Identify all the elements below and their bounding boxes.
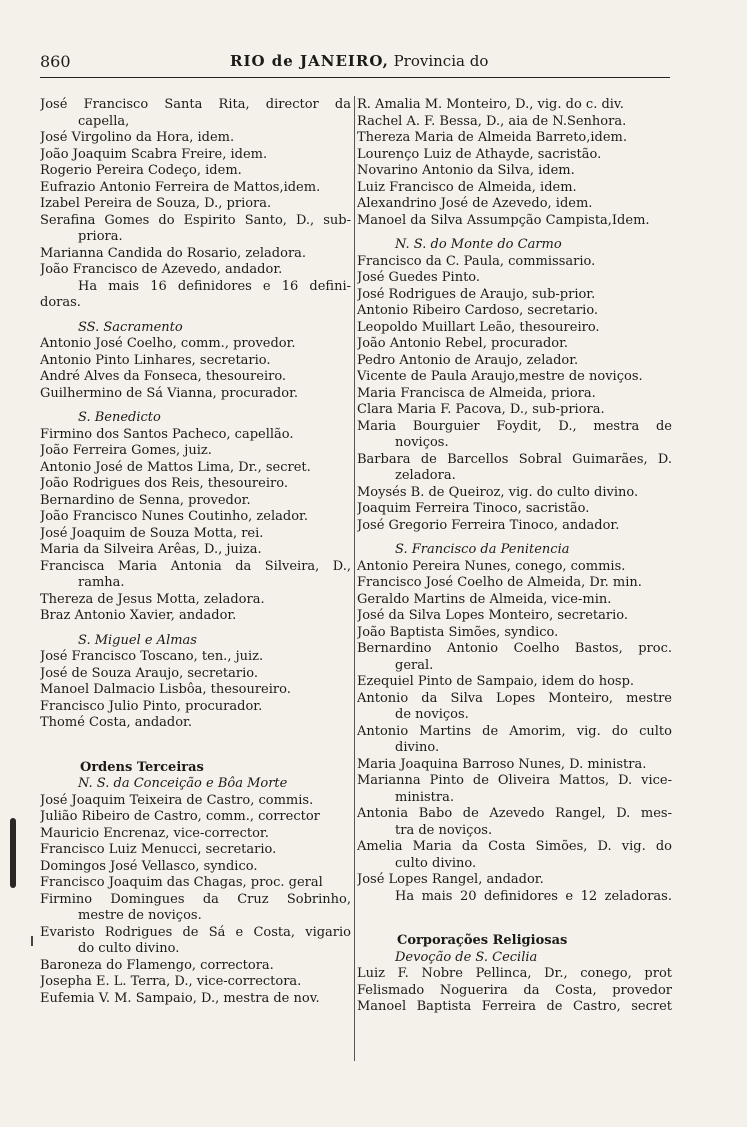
entry-line: Novarino Antonio da Silva, idem. (357, 163, 575, 178)
left-column (40, 97, 351, 1007)
running-title-rest: Provincia do (393, 52, 489, 70)
entry-line: Antonio Martins de Amorim, vig. do culto (357, 723, 672, 739)
entry-line: Clara Maria F. Pacova, D., sub-priora. (357, 402, 605, 417)
entry-line: Thomé Costa, andador. (40, 715, 192, 730)
entry-line: Maria da Silveira Arêas, D., juiza. (40, 542, 262, 557)
page-number: 860 (40, 52, 71, 71)
entry-line: Francisco Luiz Menucci, secretario. (40, 842, 277, 857)
entry-line: Francisco da C. Paula, commissario. (357, 253, 596, 269)
section-heading: Corporações Religiosas (397, 933, 568, 948)
entry-line: Manoel Baptista Ferreira de Castro, secret (357, 999, 672, 1014)
column-divider (354, 96, 355, 1061)
entry-line: José Virgolino da Hora, idem. (40, 130, 235, 145)
entry-continuation: divino. (395, 740, 440, 755)
entry-line: Bernardino Antonio Coelho Bastos, proc. (357, 641, 672, 656)
entry-line: Antonio José Coelho, comm., provedor. (40, 336, 296, 351)
entry-line: Lourenço Luiz de Athayde, sacristão. (357, 146, 602, 162)
entry-line: doras. (40, 295, 81, 310)
entry-line: R. Amalia M. Monteiro, D., vig. do c. div. (357, 97, 624, 112)
entry-line: Evaristo Rodrigues de Sá e Costa, vigario (40, 924, 351, 940)
entry-line: Marianna Candida do Rosario, zeladora. (40, 245, 307, 261)
entry-line: Manoel Dalmacio Lisbôa, thesoureiro. (40, 682, 291, 697)
entry-line: João Joaquim Scabra Freire, idem. (40, 146, 268, 162)
entry-line: Eufemia V. M. Sampaio, D., mestra de nov. (40, 990, 320, 1006)
entry-line: José Francisco Santa Rita, director da (40, 97, 351, 112)
entry-line: Maria Joaquina Barroso Nunes, D. ministra. (357, 756, 647, 772)
entry-line: José Gregorio Ferreira Tinoco, andador. (357, 517, 620, 533)
entry-line: Francisco Joaquim das Chagas, proc. geral (40, 875, 323, 890)
entry-continuation: zeladora. (395, 468, 456, 483)
entry-line: João Francisco Nunes Coutinho, zelador. (40, 509, 308, 524)
section-subheading: N. S. do Monte do Carmo (395, 237, 562, 252)
entry-continuation: tra de noviços. (395, 822, 493, 838)
section-subheading: S. Benedicto (78, 410, 161, 425)
section-subheading: SS. Sacramento (78, 319, 183, 335)
entry-line: João Baptista Simões, syndico. (357, 624, 559, 640)
entry-line: Alexandrino José de Azevedo, idem. (357, 196, 593, 211)
entry-line: Rachel A. F. Bessa, D., aia de N.Senhora. (357, 113, 627, 129)
entry-line: José Guedes Pinto. (357, 270, 481, 285)
section-spacer (357, 534, 672, 542)
entry-line: Bernardino de Senna, provedor. (40, 492, 251, 508)
entry-line: Braz Antonio Xavier, andador. (40, 608, 237, 623)
entry-line: Maria Bourguier Foydit, D., mestra de (357, 418, 672, 434)
entry-line: Domingos José Vellasco, syndico. (40, 858, 258, 874)
section-spacer (40, 312, 351, 320)
entry-line: Antonio Pereira Nunes, conego, commis. (357, 558, 626, 574)
header-rule (40, 77, 670, 78)
section-subheading: N. S. da Conceição e Bôa Morte (78, 776, 288, 791)
entry-line: José de Souza Araujo, secretario. (40, 665, 258, 681)
entry-continuation: mestre de noviços. (78, 908, 202, 923)
entry-line: João Ferreira Gomes, juiz. (40, 443, 212, 458)
entry-line: Francisca Maria Antonia da Silveira, D., (40, 558, 351, 574)
entry-line: Amelia Maria da Costa Simões, D. vig. do (357, 839, 672, 854)
entry-line: Thereza Maria de Almeida Barreto,idem. (357, 130, 628, 145)
entry-line: Marianna Pinto de Oliveira Mattos, D. vice- (357, 773, 672, 788)
margin-ink-mark (10, 818, 16, 888)
entry-line: Izabel Pereira de Souza, D., priora. (40, 196, 272, 211)
entry-line: Antonio Ribeiro Cardoso, secretario. (357, 303, 599, 318)
entry-line: José Lopes Rangel, andador. (357, 872, 544, 887)
entry-line: João Francisco de Azevedo, andador. (40, 262, 283, 277)
entry-line: José Joaquim de Souza Motta, rei. (40, 525, 264, 541)
entry-line: Mauricio Encrenaz, vice-corrector. (40, 825, 269, 841)
entry-line: Rogerio Pereira Codeço, idem. (40, 163, 242, 178)
entry-line: Baroneza do Flamengo, correctora. (40, 957, 274, 973)
entry-line: Felismado Noguerira da Costa, provedor (357, 982, 672, 998)
entry-continuation: capella, (78, 113, 130, 129)
entry-line: Leopoldo Muillart Leão, thesoureiro. (357, 319, 600, 335)
entry-line: Antonia Babo de Azevedo Rangel, D. mes- (357, 806, 672, 821)
right-column (357, 97, 672, 1016)
entry-continuation: ramha. (78, 575, 125, 590)
entry-continuation: priora. (78, 229, 123, 244)
entry-line: André Alves da Fonseca, thesoureiro. (40, 369, 287, 384)
running-title-city: RIO de JANEIRO, (230, 52, 389, 70)
entry-line: Moysés B. de Queiroz, vig. do culto divino. (357, 484, 639, 500)
entry-line: Guilhermino de Sá Vianna, procurador. (40, 385, 298, 401)
entry-line: Ezequiel Pinto de Sampaio, idem do hosp. (357, 674, 635, 689)
entry-line: José Rodrigues de Araujo, sub-prior. (357, 286, 596, 302)
entry-line: Manoel da Silva Assumpção Campista,Idem. (357, 212, 650, 228)
entry-line: Antonio da Silva Lopes Monteiro, mestre (357, 690, 672, 706)
entry-line: Barbara de Barcellos Sobral Guimarães, D. (357, 451, 672, 467)
entry-line: Antonio Pinto Linhares, secretario. (40, 352, 271, 368)
entry-line: Vicente de Paula Araujo,mestre de noviços. (357, 369, 643, 384)
section-heading: Ordens Terceiras (80, 759, 204, 775)
entry-line: Ha mais 20 definidores e 12 zeladoras. (395, 888, 672, 904)
entry-line: José da Silva Lopes Monteiro, secretario. (357, 608, 628, 623)
entry-continuation: do culto divino. (78, 941, 180, 956)
entry-line: Luiz Francisco de Almeida, idem. (357, 179, 577, 195)
entry-line: Pedro Antonio de Araujo, zelador. (357, 352, 579, 368)
entry-continuation: geral. (395, 657, 434, 673)
entry-continuation: noviços. (395, 435, 449, 450)
running-header (40, 52, 670, 76)
entry-continuation: de noviços. (395, 707, 469, 722)
entry-line: Geraldo Martins de Almeida, vice-min. (357, 591, 612, 607)
running-title (230, 52, 488, 70)
entry-line: José Francisco Toscano, ten., juiz. (40, 649, 264, 664)
entry-line: Joaquim Ferreira Tinoco, sacristão. (357, 501, 590, 516)
entry-line: Julião Ribeiro de Castro, comm., corrector (40, 809, 320, 824)
section-spacer (40, 625, 351, 633)
entry-line: Josepha E. L. Terra, D., vice-correctora. (40, 974, 302, 989)
entry-line: João Antonio Rebel, procurador. (357, 336, 569, 351)
section-subheading: S. Miguel e Almas (78, 632, 197, 648)
entry-line: Thereza de Jesus Motta, zeladora. (40, 591, 265, 607)
entry-line: Antonio José de Mattos Lima, Dr., secret. (40, 459, 311, 475)
entry-line: Firmino dos Santos Pacheco, capellão. (40, 426, 294, 442)
entry-continuation: ministra. (395, 789, 455, 805)
entry-line: José Joaquim Teixeira de Castro, commis. (40, 792, 314, 808)
entry-line: Francisco Julio Pinto, procurador. (40, 698, 263, 714)
entry-line: João Rodrigues dos Reis, thesoureiro. (40, 476, 288, 491)
entry-line: Ha mais 16 definidores e 16 defini- (78, 278, 351, 294)
entry-line: Eufrazio Antonio Ferreira de Mattos,idem. (40, 179, 321, 195)
section-subheading: Devoção de S. Cecilia (395, 949, 538, 965)
entry-line: Luiz F. Nobre Pellinca, Dr., conego, prot (357, 966, 672, 981)
section-spacer (40, 402, 351, 410)
entry-continuation: culto divino. (395, 855, 477, 871)
margin-tick-mark (31, 936, 33, 946)
section-spacer (357, 229, 672, 237)
section-subheading: S. Francisco da Penitencia (395, 542, 570, 557)
entry-line: Serafina Gomes do Espirito Santo, D., sub- (40, 212, 351, 228)
entry-line: Francisco José Coelho de Almeida, Dr. min. (357, 575, 642, 590)
entry-line: Maria Francisca de Almeida, priora. (357, 385, 596, 401)
entry-line: Firmino Domingues da Cruz Sobrinho, (40, 891, 351, 907)
